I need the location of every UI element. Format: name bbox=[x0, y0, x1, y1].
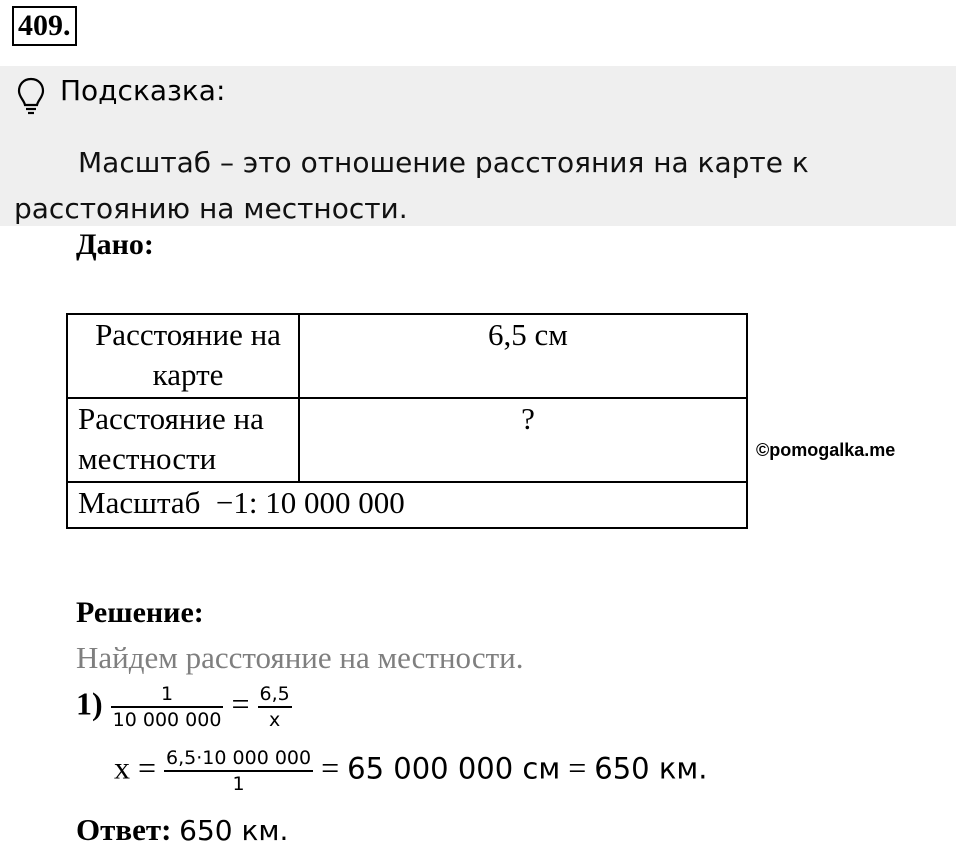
lightbulb-icon bbox=[16, 76, 46, 116]
hint-text: Масштаб – это отношение расстояния на карте к расстоянию на местности. bbox=[14, 146, 809, 225]
solution-heading: Решение: bbox=[76, 596, 204, 629]
fraction-calc-numerator: 6,5·10 000 000 bbox=[164, 746, 313, 772]
scale-label: Масштаб bbox=[78, 485, 201, 520]
equals-sign: = bbox=[321, 749, 340, 786]
given-heading: Дано: bbox=[76, 228, 154, 261]
given-table bbox=[66, 313, 748, 529]
fraction-map bbox=[258, 682, 292, 732]
fraction-calc-denominator: 1 bbox=[232, 773, 245, 795]
answer-label: Ответ: bbox=[76, 812, 172, 847]
scale-value: −1: 10 000 000 bbox=[215, 485, 405, 520]
fraction-scale-numerator: 1 bbox=[111, 682, 224, 708]
problem-number: 409. bbox=[12, 6, 77, 46]
fraction-calc bbox=[164, 746, 313, 796]
scale-row bbox=[67, 482, 747, 528]
answer-value: 650 км. bbox=[179, 814, 289, 847]
step1-equation bbox=[76, 682, 292, 732]
answer-line bbox=[76, 812, 288, 848]
equals-sign: = bbox=[138, 749, 157, 786]
x-variable: x bbox=[114, 749, 130, 786]
step1-calculation bbox=[114, 746, 707, 796]
distance-on-ground-value: ? bbox=[299, 398, 747, 482]
fraction-map-numerator: 6,5 bbox=[258, 682, 292, 708]
result-km: 650 км. bbox=[594, 751, 708, 786]
fraction-scale bbox=[111, 682, 224, 732]
equals-sign: = bbox=[568, 749, 587, 786]
equals-sign: = bbox=[231, 685, 250, 722]
result-cm: 65 000 000 см bbox=[347, 751, 561, 786]
hint-title: Подсказка: bbox=[60, 74, 226, 107]
solution-intro: Найдем расстояние на местности. bbox=[76, 640, 524, 675]
watermark: ©pomogalka.me bbox=[756, 440, 896, 460]
fraction-map-denominator: x bbox=[268, 709, 281, 731]
distance-on-map-label: Расстояние на карте bbox=[67, 314, 299, 398]
fraction-scale-denominator: 10 000 000 bbox=[112, 709, 222, 731]
distance-on-map-value: 6,5 см bbox=[299, 314, 747, 398]
step1-label: 1) bbox=[76, 685, 103, 722]
distance-on-ground-label: Расстояние на местности bbox=[67, 398, 299, 482]
